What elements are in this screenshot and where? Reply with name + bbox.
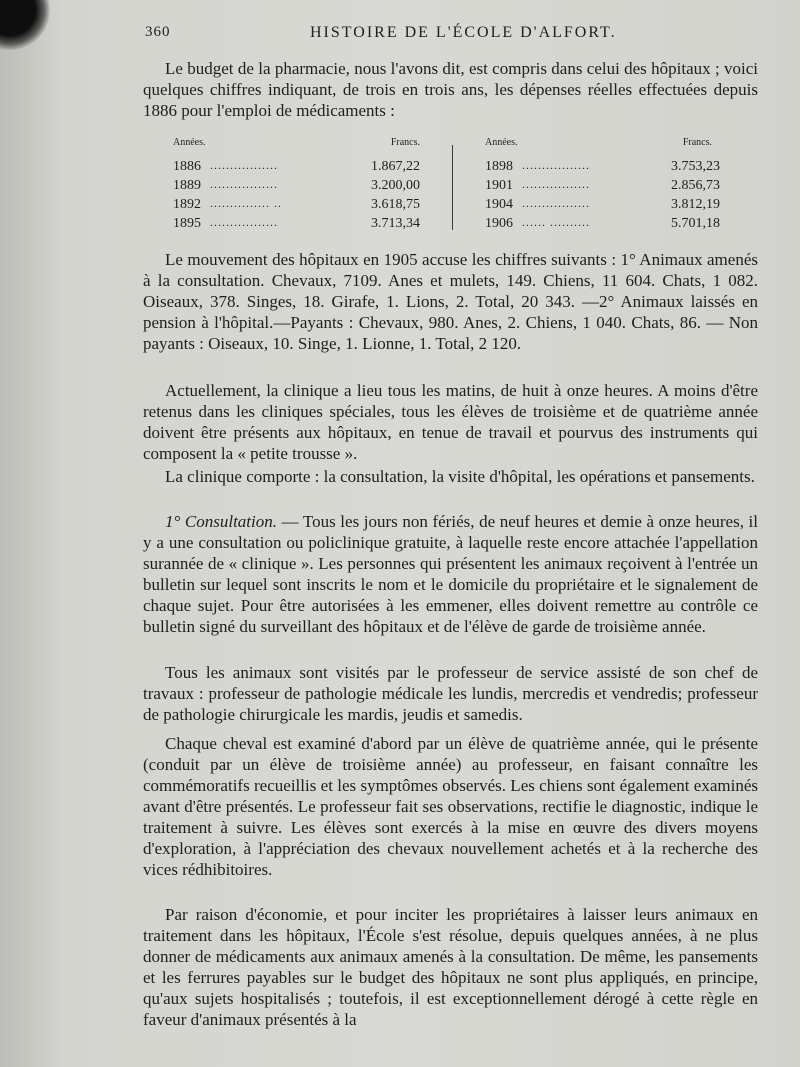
page-header-title: HISTOIRE DE L'ÉCOLE D'ALFORT.: [310, 24, 617, 41]
year-cell: 1892: [173, 197, 201, 212]
year-cell: 1889: [173, 178, 201, 193]
expense-table: [170, 137, 760, 237]
year-cell: 1898: [485, 159, 513, 174]
leader-dots: .................: [210, 158, 278, 172]
year-cell: 1901: [485, 178, 513, 193]
leader-dots: .................: [210, 215, 278, 229]
table-header: [482, 137, 742, 159]
francs-header: Francs.: [390, 137, 420, 148]
leader-dots: .................: [522, 158, 590, 172]
amount-cell: 1.867,22: [371, 159, 420, 174]
leader-dots: .................: [522, 196, 590, 210]
mouvement-paragraph: Le mouvement des hôpitaux en 1905 accuse les chiffres suivants : 1° Animaux amenés à la consultation. Chevaux, 7109. Anes et mulets, 149. Chiens, 11 604. Chats, 1 082. Oiseaux, 378. Singes, 18. Girafe, 1. Lions, 2. Total, 20 343. —2° Animaux laissés en pension à l'hôpital.—Payants : Chevaux, 980. Anes, 2. Chiens, 1 040. Chats, 86. — Non payants : Oiseaux, 10. Singe, 1. Lionne, 1. Total, 2 120.: [143, 250, 758, 353]
leader-dots: .................: [522, 177, 590, 191]
amount-cell: 3.618,75: [371, 197, 420, 212]
consultation-text: — Tous les jours non fériés, de neuf heures et demie à onze heures, il y a une consultation ou policlinique gratuite, à laquelle reste encore attachée l'appellation surannée de « clinique ». Les personnes qui présentent les animaux reçoivent à l'entrée un bulletin sur lequel sont inscrits le nom et le domicile du propriétaire et le signalement de chaque sujet. Pour être autorisées à les emmener, elles doivent remettre au contrôle ce bulletin signé du surveillant des hôpitaux et de l'élève de garde de troisième année.: [143, 512, 758, 636]
consultation-heading: 1° Consultation.: [165, 512, 277, 531]
year-cell: 1895: [173, 216, 201, 231]
actuellement-paragraph: Actuellement, la clinique a lieu tous les matins, de huit à onze heures. A moins d'être retenus dans les cliniques spéciales, tous les élèves de troisième et de quatrième année doivent être présents aux hôpitaux, en tenue de travail et pourvus des instruments qui composent la « petite trousse ».: [143, 381, 758, 463]
chaque-cheval-paragraph: Chaque cheval est examiné d'abord par un élève de quatrième année, qui le présente (conduit par un élève de troisième année) au professeur, en faisant connaître les commémoratifs recueillis et les symptômes observés. Les chiens sont également examinés avant d'être présentés. Le professeur fait ses observations, rectifie le diagnostic, indique le traitement à suivre. Les élèves sont exercés à la mise en œuvre des divers moyens d'exploration, à l'appréciation des chevaux nouvellement achetés et à la recherche des vices rédhibitoires.: [143, 734, 758, 879]
column-divider: [452, 145, 453, 230]
years-header: Années.: [485, 137, 518, 148]
table-row: [170, 197, 450, 216]
page-number: 360: [145, 24, 171, 40]
comporte-paragraph: La clinique comporte : la consultation, la visite d'hôpital, les opérations et pansements.: [165, 467, 755, 486]
tous-animaux-paragraph: Tous les animaux sont visités par le professeur de service assisté de son chef de travaux : professeur de pathologie médicale les lundis, mercredis et vendredis; professeur de pathologie chirurgicale les mardis, jeudis et samedis.: [143, 663, 758, 724]
table-row: [170, 216, 450, 235]
year-cell: 1906: [485, 216, 513, 231]
table-header: [170, 137, 450, 159]
year-cell: 1904: [485, 197, 513, 212]
table-row: [170, 159, 450, 178]
francs-header: Francs.: [682, 137, 712, 148]
economie-paragraph: Par raison d'économie, et pour inciter les propriétaires à laisser leurs animaux en traitement dans les hôpitaux, l'École s'est résolue, depuis quelques années, à ne plus donner de médicaments aux animaux amenés à la consultation. De même, les pansements et les ferrures payables sur le budget des hôpitaux ne sont plus appliqués, en principe, qu'aux sujets hospitalisés ; toutefois, il est exceptionnellement dérogé à cette règle en faveur d'animaux présentés à la: [143, 905, 758, 1029]
table-row: [482, 197, 742, 216]
table-column-right: [482, 137, 742, 235]
table-row: [482, 216, 742, 235]
years-header: Années.: [173, 137, 206, 148]
amount-cell: 3.812,19: [671, 197, 720, 212]
amount-cell: 3.753,23: [671, 159, 720, 174]
consultation-paragraph: [143, 511, 758, 637]
leader-dots: ............... ..: [210, 196, 282, 210]
leader-dots: ...... ..........: [522, 215, 590, 229]
amount-cell: 5.701,18: [671, 216, 720, 231]
running-head: [145, 24, 760, 48]
amount-cell: 2.856,73: [671, 178, 720, 193]
amount-cell: 3.713,34: [371, 216, 420, 231]
finger-shadow: [0, 0, 50, 50]
table-column-left: [170, 137, 450, 235]
table-row: [482, 159, 742, 178]
leader-dots: .................: [210, 177, 278, 191]
amount-cell: 3.200,00: [371, 178, 420, 193]
table-row: [170, 178, 450, 197]
intro-paragraph: Le budget de la pharmacie, nous l'avons dit, est compris dans celui des hôpitaux ; voici quelques chiffres indiquant, de trois en trois ans, les dépenses réelles effectuées depuis 1886 pour l'emploi de médicaments :: [143, 59, 758, 120]
table-row: [482, 178, 742, 197]
year-cell: 1886: [173, 159, 201, 174]
